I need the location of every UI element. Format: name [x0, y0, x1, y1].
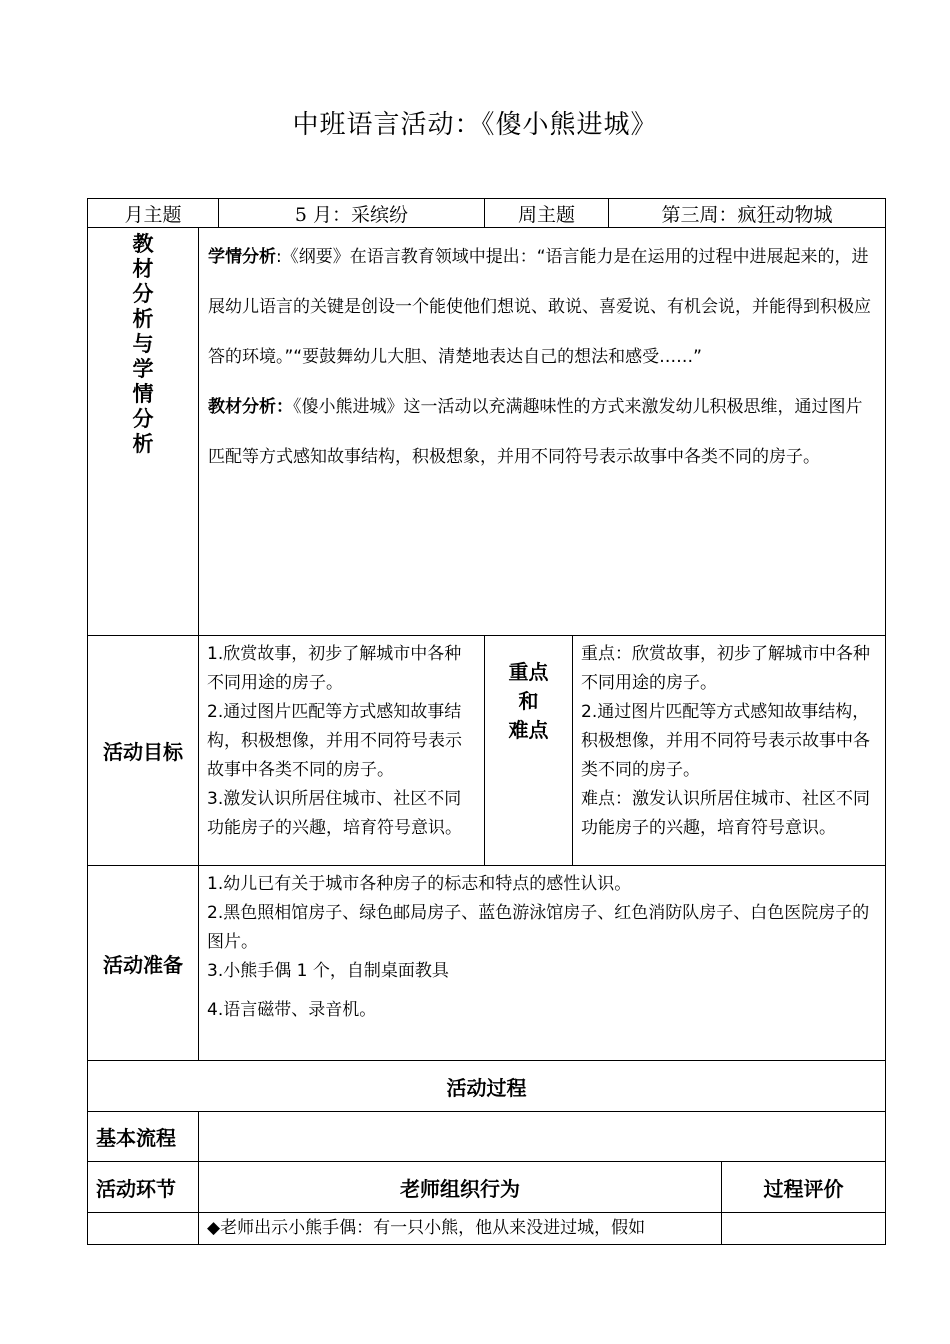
prep-list: [198, 865, 886, 1061]
jiaocai-text: 《傻小熊进城》这一活动以充满趣味性的方式来激发幼儿积极思维，通过图片匹配等方式感知故事结构，积极想象，并用不同符号表示故事中各类不同的房子。: [208, 397, 863, 467]
jiaocai-heading: 教材分析：: [208, 397, 293, 417]
key-points-label: [484, 635, 573, 866]
key-label-line: 难点: [508, 718, 549, 742]
key-item: 难点：激发认识所居住城市、社区不同功能房子的兴趣，培育符号意识。: [581, 789, 870, 838]
goal-item: 3.激发认识所居住城市、社区不同功能房子的兴趣，培育符号意识。: [207, 789, 462, 838]
goal-item: 2.通过图片匹配等方式感知故事结构，积极想像，并用不同符号表示故事中各类不同的房子。: [207, 702, 462, 780]
analysis-label-char: 析: [132, 307, 154, 331]
process-eval-cell: [721, 1212, 886, 1245]
key-label-line: 和: [518, 689, 539, 713]
page-title: 中班语言活动：《傻小熊进城》: [292, 110, 658, 140]
goals-label: 活动目标: [87, 635, 199, 866]
col-eval: 过程评价: [721, 1161, 886, 1213]
month-theme-label: 月主题: [87, 198, 219, 228]
analysis-label-char: 材: [132, 257, 154, 281]
process-stage-cell: [87, 1212, 199, 1245]
week-theme-label: 周主题: [484, 198, 609, 228]
analysis-label-char: 学: [132, 357, 154, 381]
xueqing-heading: 学情分析: [208, 247, 276, 267]
prep-label: 活动准备: [87, 865, 199, 1061]
basic-flow-content: [198, 1111, 886, 1162]
goal-item: 1.欣赏故事，初步了解城市中各种不同用途的房子。: [207, 644, 462, 693]
key-points-list: [572, 635, 886, 866]
col-stage: 活动环节: [87, 1161, 199, 1213]
key-item: 2.通过图片匹配等方式感知故事结构，积极想像，并用不同符号表示故事中各类不同的房子。: [581, 702, 870, 780]
analysis-content: [198, 227, 886, 636]
xueqing-paragraph: [208, 232, 877, 382]
xueqing-text: :《纲要》在语言教育领域中提出：“语言能力是在运用的过程中进展起来的，进展幼儿语言的关键是创设一个能使他们想说、敢说、喜爱说、有机会说，并能得到积极应答的环境。”“要鼓舞幼儿大胆、清楚地表达自己的想法和感受……”: [208, 247, 871, 367]
process-first-text: ◆老师出示小熊手偶：有一只小熊，他从来没进过城，假如: [207, 1218, 646, 1238]
month-theme-value: 5 月：采缤纷: [218, 198, 485, 228]
prep-item: 4.语言磁带、录音机。: [207, 1000, 377, 1020]
week-theme-value: 第三周：疯狂动物城: [608, 198, 886, 228]
col-teacher: 老师组织行为: [198, 1161, 722, 1213]
prep-item: 3.小熊手偶 1 个，自制桌面教具: [207, 961, 449, 981]
analysis-label-char: 教: [132, 232, 154, 256]
analysis-label: [87, 227, 199, 636]
analysis-label-char: 分: [132, 407, 154, 431]
process-teacher-cell: [198, 1212, 722, 1245]
prep-item: 2.黑色照相馆房子、绿色邮局房子、蓝色游泳馆房子、红色消防队房子、白色医院房子的图片。: [207, 903, 870, 952]
key-item: 重点：欣赏故事，初步了解城市中各种不同用途的房子。: [581, 644, 870, 693]
process-heading: 活动过程: [87, 1060, 886, 1112]
key-label-line: 重点: [508, 660, 549, 684]
analysis-label-char: 情: [132, 382, 154, 406]
prep-item: 1.幼儿已有关于城市各种房子的标志和特点的感性认识。: [207, 874, 632, 894]
basic-flow-label: 基本流程: [87, 1111, 199, 1162]
analysis-label-char: 析: [132, 432, 154, 456]
goals-list: [198, 635, 485, 866]
analysis-label-char: 分: [132, 282, 154, 306]
jiaocai-paragraph: [208, 382, 877, 482]
analysis-label-char: 与: [132, 332, 154, 356]
